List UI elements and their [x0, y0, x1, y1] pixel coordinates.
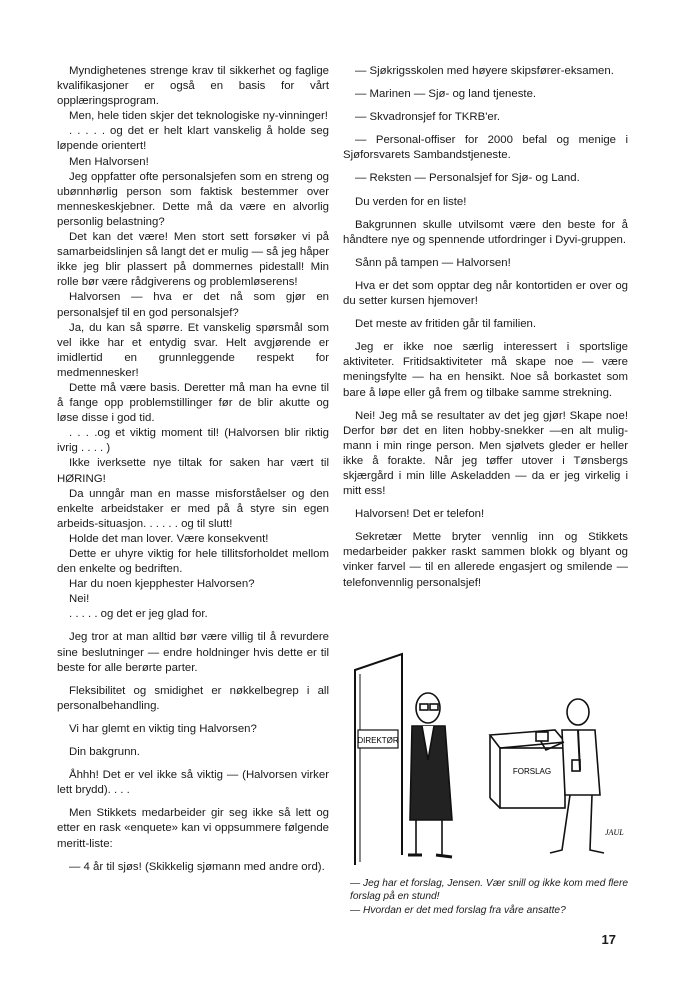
paragraph: Vi har glemt en viktig ting Halvorsen?: [69, 722, 257, 735]
cartoon-caption: [350, 877, 630, 918]
cartoon-illustration: [350, 650, 630, 875]
paragraph: Åhhh! Det er vel ikke så viktig — (Halvorsen virker lett brydd). . . .: [57, 769, 329, 797]
paragraph: Dette er uhyre viktig for hele tillitsforholdet mellom den enkelte og bedriften.: [57, 548, 329, 576]
paragraph: — Sjøkrigsskolen med høyere skipsfører-eksamen.: [355, 65, 614, 77]
paragraph: — Reksten — Personalsjef for Sjø- og Land.: [355, 172, 580, 185]
paragraph: Bakgrunnen skulle utvilsomt være den beste for å håndtere nye og spennende utfordringer i Dyvi-gruppen.: [343, 218, 628, 246]
paragraph: . . . .og et viktig moment til! (Halvorsen blir riktig ivrig . . . . ): [57, 427, 329, 455]
paragraph: Jeg oppfatter ofte personalsjefen som en streng og ubønnhørlig person som faktisk bestemmer over menneskeskjebner. Dette må da være en alvorlig personlig belastning?: [57, 170, 329, 228]
right-text-column: [343, 64, 628, 591]
paragraph: Det kan det være! Men stort sett forsøker vi på samarbeidslinjen så langt det er mulig — så jeg håper ikke jeg blir plassert på dommernes pidestall! Min rolle bør være rådgiverens og problemløserens!: [57, 231, 329, 289]
paragraph: Sånn på tampen — Halvorsen!: [355, 256, 511, 269]
paragraph: Nei!: [69, 593, 90, 606]
paragraph: Men Stikkets medarbeider gir seg ikke så lett og etter en rask «enquete» kan vi oppsummere følgende meritt-liste:: [57, 807, 329, 850]
paragraph: Da unngår man en masse misforståelser og den enkelte arbeidstaker er med på å styre sin egen arbeids-situasjon. . . . . . og til slutt!: [57, 487, 329, 530]
paragraph: — Personal-offiser for 2000 befal og menige i Sjøforsvarets Sambandstjeneste.: [343, 134, 628, 162]
paragraph: Dette må være basis. Deretter må man ha evne til å fange opp problemstillinger før de blir akutte og løse disse i god tid.: [57, 381, 329, 425]
paragraph: Ikke iverksette nye tiltak for saken har vært til HØRING!: [57, 457, 329, 485]
paragraph: Men Halvorsen!: [69, 155, 149, 168]
paragraph: Fleksibilitet og smidighet er nøkkelbegrep i all personalbehandling.: [57, 684, 329, 712]
paragraph: Hva er det som opptar deg når kontortiden er over og du setter kursen hjemover!: [343, 279, 628, 308]
paragraph: — Marinen — Sjø- og land tjeneste.: [355, 88, 537, 101]
paragraph: Halvorsen — hva er det nå som gjør en personalsjef til en god personalsjef?: [57, 291, 329, 319]
paragraph: Har du noen kjepphester Halvorsen?: [69, 578, 255, 591]
caption-line: — Hvordan er det med forslag fra våre ansatte?: [350, 905, 566, 916]
paragraph: — Skvadronsjef for TKRB'er.: [355, 111, 501, 124]
paragraph: — 4 år til sjøs! (Skikkelig sjømann med andre ord).: [69, 860, 325, 873]
suggestion-box-label: FORSLAG: [512, 767, 552, 776]
employee-figure: [536, 699, 604, 853]
caption-line: — Jeg har et forslag, Jensen. Vær snill og ikke kom med flere forslag på en stund!: [350, 878, 629, 902]
paragraph: . . . . . og det er jeg glad for.: [69, 608, 208, 621]
director-figure: [408, 693, 452, 857]
paragraph: Men, hele tiden skjer det teknologiske ny-vinninger!: [69, 110, 328, 123]
paragraph: Det meste av fritiden går til familien.: [355, 318, 537, 331]
paragraph: Du verden for en liste!: [355, 195, 467, 208]
paragraph: Sekretær Mette bryter vennlig inn og Stikkets medarbeider pakker raskt sammen blokk og blyant og vinker farvel — til en allerede engasjert og smilende — telefonvennlig personalsjef!: [343, 531, 628, 589]
left-text-column: [57, 64, 329, 875]
door-sign-text: DIREKTØR: [357, 736, 399, 745]
artist-signature: JAUL: [605, 828, 624, 837]
paragraph: Nei! Jeg må se resultater av det jeg gjør! Skape noe! Derfor bør det en liten hobby-snekker —en alt mulig-mann i min ringe person. Men sjølvets gleder er heller ikke å forakte. Når jeg tøffer utover i Tønsbergs skjærgård i min lille Askeladden — da er jeg virkelig i mitt ess!: [343, 409, 628, 498]
paragraph: . . . . . og det er helt klart vanskelig å holde seg løpende orientert!: [57, 125, 329, 153]
paragraph: Jeg tror at man alltid bør være villig til å revurdere sine beslutninger — endre holdninger hvis dette er til beste for alle berørte parter.: [57, 631, 329, 674]
paragraph: Ja, du kan så spørre. Et vanskelig spørsmål som vel ikke har et entydig svar. Helt avgjørende er imidlertid en grunnleggende respekt for medmennesker!: [57, 321, 329, 379]
paragraph: Halvorsen! Det er telefon!: [355, 508, 485, 521]
office-door: [355, 654, 402, 865]
paragraph: Din bakgrunn.: [69, 746, 140, 759]
paragraph: Jeg er ikke noe særlig interessert i sportslige aktiviteter. Fritidsaktiviteter må skape noe — være meningsfylte — ha en hensikt. Noe så borkastet som bare å løpe eller gå frem og tilbake samme strekning.: [343, 341, 628, 399]
paragraph: Myndighetenes strenge krav til sikkerhet og faglige kvalifikasjoner er også en basis for vårt opplæringsprogram.: [57, 65, 329, 108]
paragraph: Holde det man lover. Være konsekvent!: [69, 532, 269, 545]
page-number: 17: [601, 932, 616, 947]
